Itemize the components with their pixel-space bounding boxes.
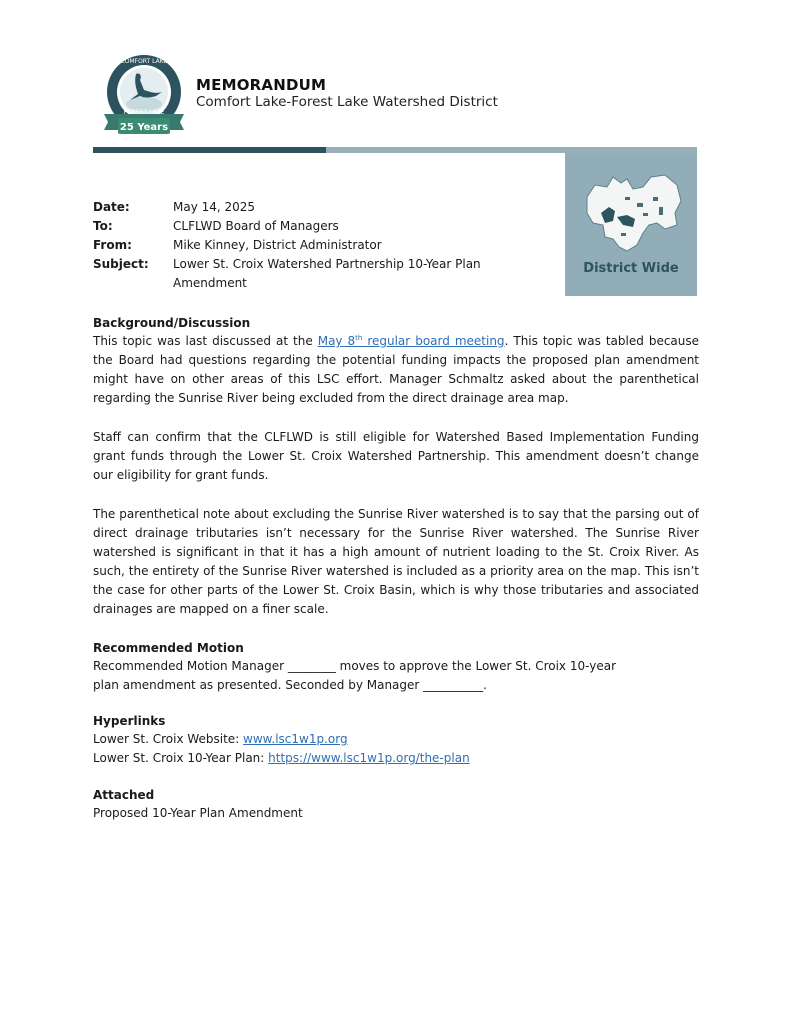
board-meeting-link[interactable] (318, 334, 505, 348)
hyperlink-label: Lower St. Croix Website: (93, 732, 244, 746)
organization-name: Comfort Lake-Forest Lake Watershed District (196, 94, 498, 110)
motion-line-2: plan amendment as presented. Seconded by Manager __________. (93, 678, 487, 692)
motion-line-1: Recommended Motion Manager ________ moves to approve the Lower St. Croix 10-year (93, 659, 617, 673)
header-rule-dark (93, 147, 326, 153)
svg-text:FOREST LAKE: FOREST LAKE (123, 109, 165, 116)
hyperlink-label: Lower St. Croix 10-Year Plan: (93, 751, 269, 765)
background-paragraph-3: The parenthetical note about excluding the Sunrise River watershed is to say that the parsing out of direct drainage tributaries isn’t necessary for the Sunrise River watershed. The Sunrise River watershed is significant in that it has a high amount of nutrient loading to the St. Croix River. As such, the entirety of the Sunrise River watershed is included as a priority area on the map. This isn’t the case for other parts of the Lower St. Croix Basin, which is why those tributaries and associated drainages are mapped on a finer scale. (93, 507, 699, 616)
date-value: May 14, 2025 (173, 200, 256, 214)
paragraph-text: . This topic was tabled because the Board had questions regarding the potential funding impacts the proposed plan amendment might have on other areas of this LSC effort. Manager Schmaltz asked about the parenthetical regarding the Sunrise River being excluded from the direct drainage area map. (93, 334, 700, 405)
svg-text:COMFORT LAKE: COMFORT LAKE (120, 58, 168, 65)
from-label: From: (93, 238, 132, 252)
hyperlink-item-plan (93, 749, 699, 768)
link-text: May 8 (317, 334, 356, 348)
attached-heading: Attached (93, 788, 155, 802)
hyperlink-item-website (93, 730, 699, 749)
subject-value-line2: Amendment (173, 276, 247, 290)
date-label: Date: (93, 200, 130, 214)
plan-link[interactable]: https://www.lsc1w1p.org/the-plan (268, 751, 470, 765)
paragraph-text: This topic was last discussed at the (93, 334, 318, 348)
link-superscript: th (355, 334, 363, 342)
attached-item: Proposed 10-Year Plan Amendment (93, 806, 303, 820)
from-value: Mike Kinney, District Administrator (173, 238, 382, 252)
district-map-icon (577, 167, 685, 257)
to-value: CLFLWD Board of Managers (173, 219, 339, 233)
svg-text:25 Years: 25 Years (119, 122, 169, 133)
memo-title: MEMORANDUM (196, 76, 327, 94)
district-logo (96, 52, 192, 140)
link-text: regular board meeting (362, 334, 505, 348)
background-paragraph-1 (93, 332, 699, 408)
motion-heading: Recommended Motion (93, 641, 244, 655)
heron-icon (96, 52, 192, 140)
subject-label: Subject: (93, 257, 149, 271)
district-wide-label: District Wide (583, 261, 679, 276)
website-link[interactable]: www.lsc1w1p.org (243, 732, 348, 746)
district-badge (565, 153, 697, 296)
background-paragraph-2: Staff can confirm that the CLFLWD is still eligible for Watershed Based Implementation Funding grant funds through the Lower St. Croix Watershed Partnership. This amendment doesn’t change our eligibility for grant funds. (93, 430, 699, 482)
background-heading: Background/Discussion (93, 316, 251, 330)
subject-value: Lower St. Croix Watershed Partnership 10-Year Plan (173, 257, 481, 271)
to-label: To: (93, 219, 113, 233)
hyperlinks-heading: Hyperlinks (93, 714, 166, 728)
